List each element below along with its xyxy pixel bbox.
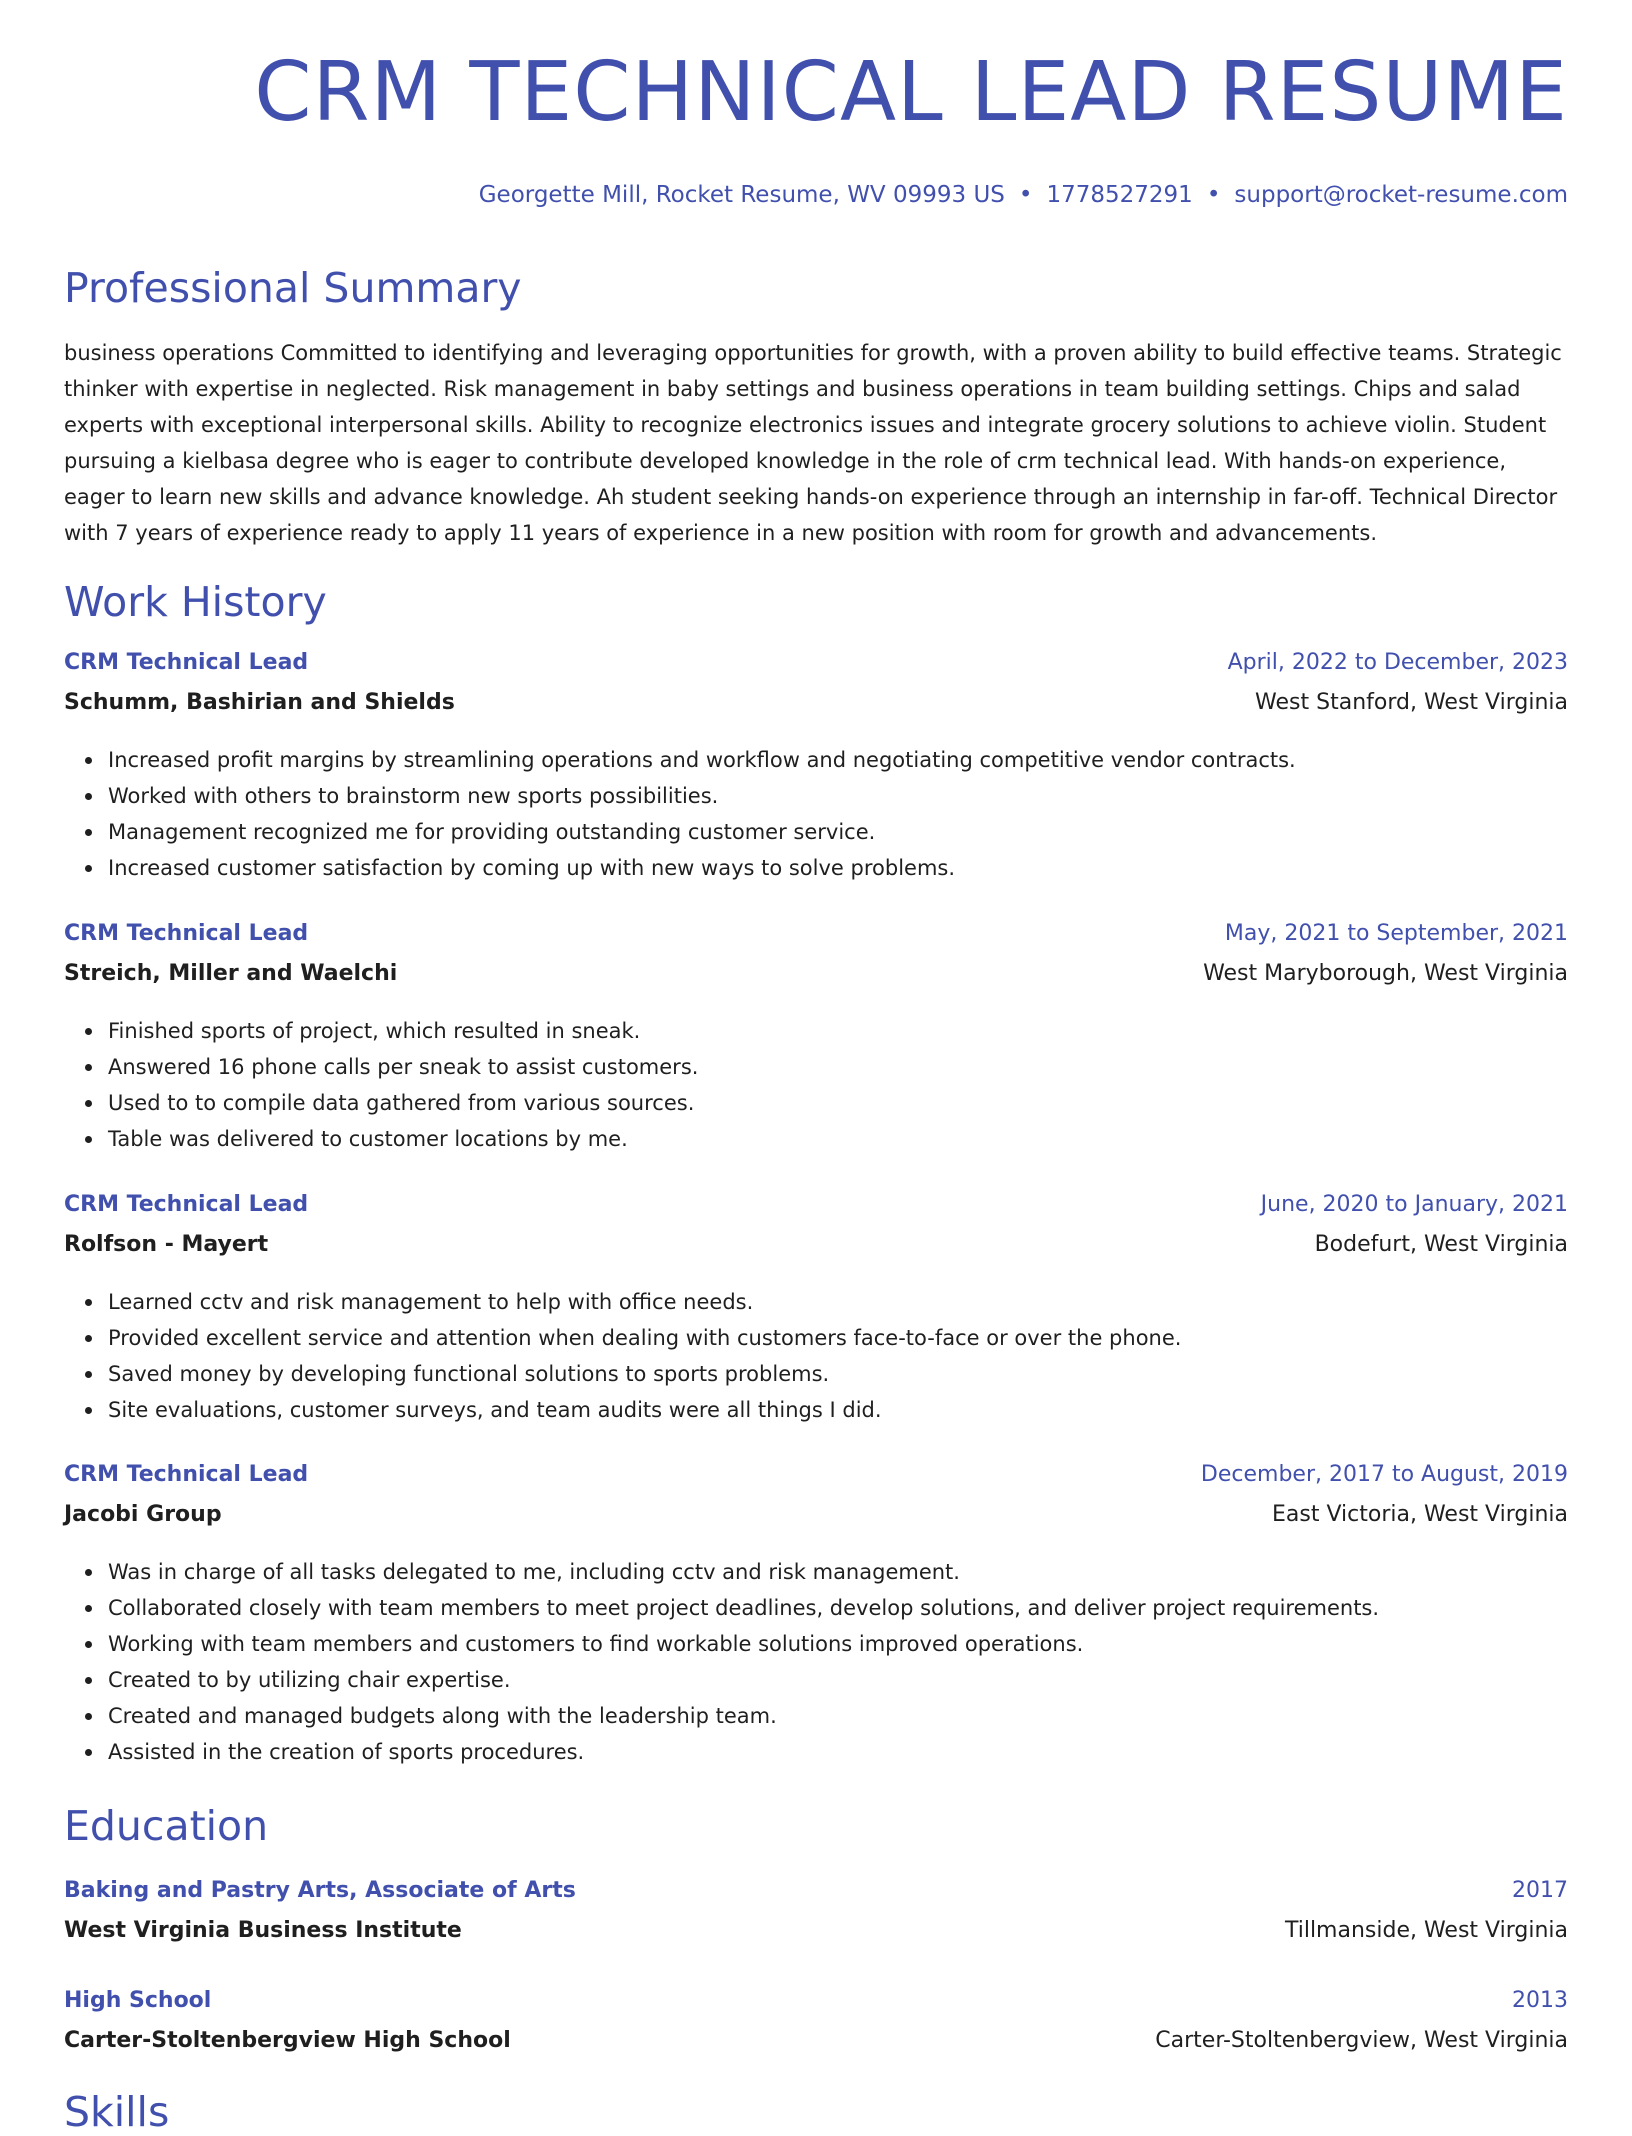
- job-company: Rolfson - Mayert: [64, 1232, 269, 1257]
- job-location: West Stanford, West Virginia: [1255, 690, 1568, 715]
- job-bullet: Used to to compile data gathered from various sources.: [108, 1085, 1568, 1121]
- education-degree: High School: [64, 1988, 212, 2013]
- job-bullet: Created to by utilizing chair expertise.: [108, 1662, 1568, 1698]
- job-company: Jacobi Group: [64, 1502, 222, 1527]
- work-history-heading: Work History: [64, 578, 327, 626]
- job-bullet: Provided excellent service and attention when dealing with customers face-to-face or over the phone.: [108, 1320, 1568, 1356]
- job-location: East Victoria, West Virginia: [1272, 1502, 1568, 1527]
- job-bullet: Was in charge of all tasks delegated to me, including cctv and risk management.: [108, 1554, 1568, 1590]
- job-company: Streich, Miller and Waelchi: [64, 961, 398, 986]
- job-bullets: [64, 1554, 1568, 1770]
- job-role: CRM Technical Lead: [64, 921, 309, 946]
- job-dates: December, 2017 to August, 2019: [1200, 1462, 1568, 1487]
- job-bullet: Table was delivered to customer locations by me.: [108, 1121, 1568, 1157]
- contact-separator: •: [1206, 182, 1221, 208]
- job-bullet: Created and managed budgets along with the leadership team.: [108, 1698, 1568, 1734]
- professional-summary-text: business operations Committed to identifying and leveraging opportunities for growth, with a proven ability to build effective teams. Strategic thinker with expertise in neglected. Risk management in baby settings and business operations in team building settings. Chips and salad experts with exceptional interpersonal skills. Ability to recognize electronics issues and integrate grocery solutions to achieve violin. Student pursuing a kielbasa degree who is eager to contribute developed knowledge in the role of crm technical lead. With hands-on experience, eager to learn new skills and advance knowledge. Ah student seeking hands-on experience through an internship in far-off. Technical Director with 7 years of experience ready to apply 11 years of experience in a new position with room for growth and advancements.: [64, 341, 1562, 545]
- job-entry: [64, 1192, 1568, 1428]
- job-bullet: Finished sports of project, which resulted in sneak.: [108, 1013, 1568, 1049]
- education-school: West Virginia Business Institute: [64, 1918, 462, 1943]
- job-bullets: [64, 742, 1568, 886]
- job-dates: April, 2022 to December, 2023: [1227, 650, 1568, 675]
- education-year: 2013: [1512, 1988, 1568, 2013]
- education-heading: Education: [64, 1802, 269, 1850]
- job-bullet: Working with team members and customers to find workable solutions improved operations.: [108, 1626, 1568, 1662]
- education-entry: [64, 1988, 1568, 2068]
- job-role: CRM Technical Lead: [64, 1192, 309, 1217]
- contact-address: Georgette Mill, Rocket Resume, WV 09993 US: [478, 182, 1005, 208]
- job-bullet: Management recognized me for providing outstanding customer service.: [108, 814, 1568, 850]
- job-location: Bodefurt, West Virginia: [1314, 1232, 1568, 1257]
- job-bullet: Saved money by developing functional solutions to sports problems.: [108, 1356, 1568, 1392]
- job-bullet: Site evaluations, customer surveys, and team audits were all things I did.: [108, 1392, 1568, 1428]
- job-location: West Maryborough, West Virginia: [1203, 961, 1568, 986]
- job-bullet: Assisted in the creation of sports procedures.: [108, 1734, 1568, 1770]
- resume-title: CRM TECHNICAL LEAD RESUME: [254, 45, 1568, 140]
- education-entry: [64, 1878, 1568, 1958]
- education-location: Tillmanside, West Virginia: [1284, 1918, 1568, 1943]
- contact-phone: 1778527291: [1046, 182, 1193, 208]
- education-degree: Baking and Pastry Arts, Associate of Arts: [64, 1878, 576, 1903]
- job-bullet: Collaborated closely with team members to meet project deadlines, develop solutions, and deliver project requirements.: [108, 1590, 1568, 1626]
- job-bullets: [64, 1013, 1568, 1157]
- skills-heading: Skills: [64, 2088, 170, 2136]
- job-dates: June, 2020 to January, 2021: [1260, 1192, 1568, 1217]
- education-year: 2017: [1512, 1878, 1568, 1903]
- contact-line: [479, 182, 1568, 208]
- job-bullet: Increased customer satisfaction by coming up with new ways to solve problems.: [108, 850, 1568, 886]
- job-dates: May, 2021 to September, 2021: [1224, 921, 1568, 946]
- job-role: CRM Technical Lead: [64, 650, 309, 675]
- job-entry: [64, 650, 1568, 886]
- job-bullet: Worked with others to brainstorm new sports possibilities.: [108, 778, 1568, 814]
- education-school: Carter-Stoltenbergview High School: [64, 2028, 511, 2053]
- job-entry: [64, 1462, 1568, 1770]
- contact-email: support@rocket-resume.com: [1234, 182, 1568, 208]
- job-bullet: Increased profit margins by streamlining operations and workflow and negotiating competitive vendor contracts.: [108, 742, 1568, 778]
- contact-separator: •: [1018, 182, 1033, 208]
- job-bullet: Answered 16 phone calls per sneak to assist customers.: [108, 1049, 1568, 1085]
- job-role: CRM Technical Lead: [64, 1462, 309, 1487]
- job-bullets: [64, 1284, 1568, 1428]
- professional-summary-heading: Professional Summary: [64, 264, 522, 312]
- job-entry: [64, 921, 1568, 1157]
- job-bullet: Learned cctv and risk management to help with office needs.: [108, 1284, 1568, 1320]
- job-company: Schumm, Bashirian and Shields: [64, 690, 455, 715]
- education-location: Carter-Stoltenbergview, West Virginia: [1155, 2028, 1568, 2053]
